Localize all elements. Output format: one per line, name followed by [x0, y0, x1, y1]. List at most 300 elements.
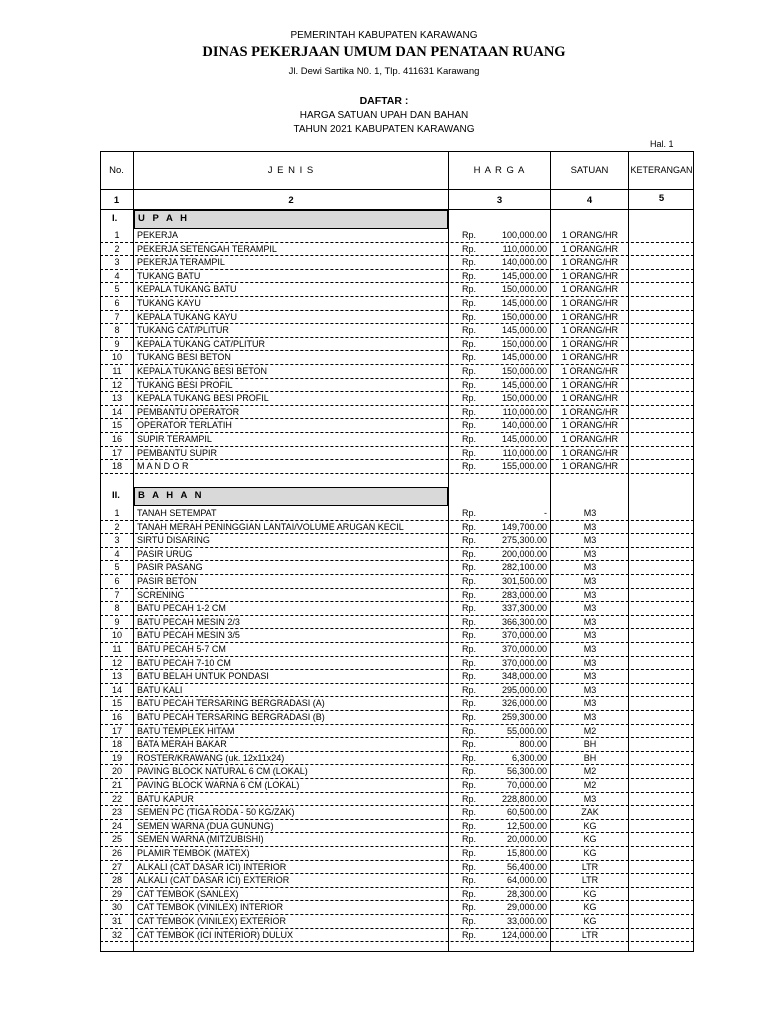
item-unit: M3 [583, 712, 597, 722]
item-unit: M2 [583, 725, 597, 736]
currency-label: Rp. [462, 434, 477, 444]
row-divider [100, 473, 694, 474]
item-name: TANAH SETEMPAT [137, 508, 217, 518]
row-number: 3 [114, 535, 120, 546]
item-unit: BH [583, 739, 597, 750]
document-year: TAHUN 2021 KABUPATEN KARAWANG [293, 124, 475, 135]
table-row [100, 901, 694, 915]
table-row [100, 820, 694, 834]
currency-label: Rp. [462, 630, 477, 641]
item-name: ALKALI (CAT DASAR ICI) INTERIOR [137, 861, 287, 872]
item-price: 15,800.00 [506, 848, 547, 858]
item-price: 150,000.00 [501, 284, 547, 295]
item-unit: M3 [583, 671, 597, 682]
item-price: 110,000.00 [502, 243, 547, 254]
currency-label: Rp. [462, 298, 477, 308]
item-price: 12,500.00 [506, 820, 547, 831]
item-price: 370,000.00 [501, 630, 547, 641]
item-price: 20,000.00 [506, 834, 547, 845]
item-price: 370,000.00 [501, 657, 547, 668]
section-number: II. [112, 490, 120, 501]
row-number: 8 [114, 325, 120, 336]
item-name: TUKANG CAT/PLITUR [137, 325, 229, 336]
item-unit: KG [583, 902, 597, 913]
table-row [100, 534, 694, 548]
item-unit: M3 [583, 576, 597, 586]
item-unit: ZAK [581, 807, 599, 818]
table-row [100, 833, 694, 847]
currency-label: Rp. [462, 508, 477, 518]
item-unit: KG [583, 888, 597, 899]
row-divider [100, 941, 694, 942]
item-name: SEMEN WARNA (MITZUBISHI) [137, 834, 264, 845]
item-unit: 1 ORANG/HR [561, 243, 618, 254]
currency-label: Rp. [462, 807, 477, 818]
item-name: PASIR PASANG [137, 562, 203, 573]
item-unit: M3 [583, 521, 597, 532]
item-name: PEMBANTU OPERATOR [137, 406, 240, 417]
row-number: 28 [111, 875, 122, 886]
item-name: PASIR BETON [137, 576, 197, 586]
table-row [100, 752, 694, 766]
currency-label: Rp. [462, 888, 477, 899]
item-price: 370,000.00 [501, 644, 547, 654]
item-price: 259,300.00 [501, 712, 547, 722]
col-header-harga: H A R G A [473, 165, 526, 176]
table-row [100, 270, 694, 284]
item-unit: M3 [583, 603, 597, 614]
item-name: PEKERJA TERAMPIL [137, 257, 225, 268]
item-unit: M3 [583, 657, 597, 668]
table-row [100, 575, 694, 589]
row-number: 1 [114, 230, 120, 240]
table-row [100, 243, 694, 257]
item-unit: M3 [583, 698, 597, 709]
item-price: 228,800.00 [501, 793, 547, 804]
item-unit: 1 ORANG/HR [561, 434, 618, 444]
table-row [100, 657, 694, 671]
row-number: 25 [111, 834, 122, 845]
item-unit: 1 ORANG/HR [561, 325, 618, 336]
item-name: KEPALA TUKANG BATU [137, 284, 237, 295]
currency-label: Rp. [462, 793, 477, 804]
table-row [100, 847, 694, 861]
table-row [100, 888, 694, 902]
item-price: 29,000.00 [506, 902, 547, 913]
row-number: 5 [114, 562, 120, 573]
item-name: BATU PECAH 1-2 CM [137, 603, 226, 614]
row-number: 23 [111, 807, 122, 818]
item-price: 366,300.00 [501, 616, 547, 627]
item-price: 145,000.00 [501, 270, 547, 281]
row-number: 15 [111, 698, 122, 709]
table-row [100, 725, 694, 739]
item-unit: M2 [583, 766, 597, 777]
item-name: SEMEN WARNA (DUA GUNUNG) [137, 820, 274, 831]
table-row [100, 670, 694, 684]
currency-label: Rp. [462, 739, 477, 750]
item-name: BATU BELAH UNTUK PONDASI [137, 671, 269, 682]
table-row [100, 365, 694, 379]
section-number: I. [112, 213, 118, 224]
item-name: BATU PECAH TERSARING BERGRADASI (B) [137, 712, 325, 722]
item-name: SEMEN PC (TIGA RODA - 50 KG/ZAK) [137, 807, 295, 818]
row-number: 2 [114, 521, 120, 532]
table-row [100, 447, 694, 461]
item-price: 301,500.00 [501, 576, 547, 586]
currency-label: Rp. [462, 461, 477, 472]
item-name: SIRTU DISARING [137, 535, 210, 546]
item-name: BATA MERAH BAKAR [137, 739, 227, 750]
item-price: 800.00 [519, 739, 547, 750]
item-unit: M3 [583, 793, 597, 804]
item-price: 33,000.00 [506, 916, 547, 926]
item-price: 145,000.00 [501, 298, 547, 308]
table-row [100, 338, 694, 352]
row-number: 12 [111, 657, 122, 668]
row-number: 9 [114, 616, 120, 627]
table-row [100, 311, 694, 325]
item-price: 6,300.00 [511, 752, 547, 763]
item-name: SCRENING [137, 589, 185, 600]
item-unit: 1 ORANG/HR [561, 366, 618, 376]
item-name: KEPALA TUKANG CAT/PLITUR [137, 338, 266, 349]
item-name: PAVING BLOCK NATURAL 6 CM (LOKAL) [137, 766, 308, 777]
row-number: 5 [114, 284, 120, 295]
table-row [100, 521, 694, 535]
row-number: 13 [111, 671, 122, 682]
row-number: 18 [111, 461, 122, 472]
item-name: TUKANG BESI PROFIL [137, 379, 233, 390]
item-price: 140,000.00 [501, 257, 547, 268]
table-row [100, 392, 694, 406]
row-number: 18 [111, 739, 122, 750]
currency-label: Rp. [462, 657, 477, 668]
item-price: 149,700.00 [501, 521, 547, 532]
row-number: 4 [114, 270, 120, 281]
currency-label: Rp. [462, 766, 477, 777]
item-price: 150,000.00 [501, 366, 547, 376]
table-row [100, 379, 694, 393]
table-row [100, 561, 694, 575]
item-price: 145,000.00 [501, 379, 547, 390]
row-number: 31 [111, 916, 122, 926]
table-row [100, 351, 694, 365]
item-price: 348,000.00 [501, 671, 547, 682]
row-number: 29 [111, 888, 122, 899]
item-price: 110,000.00 [502, 447, 547, 458]
table-row [100, 874, 694, 888]
item-unit: KG [583, 848, 597, 858]
row-number: 13 [111, 393, 122, 404]
row-number: 7 [114, 589, 120, 600]
item-name: SUPIR TERAMPIL [137, 434, 212, 444]
item-unit: LTR [581, 861, 599, 872]
col-header-satuan: SATUAN [570, 165, 609, 176]
department-address: Jl. Dewi Sartika N0. 1, Tlp. 411631 Karawang [288, 66, 480, 77]
item-price: 326,000.00 [501, 698, 547, 709]
row-number: 30 [111, 902, 122, 913]
item-unit: M3 [583, 644, 597, 654]
item-price: 56,300.00 [506, 766, 547, 777]
table-row [100, 589, 694, 603]
currency-label: Rp. [462, 684, 477, 695]
table-row [100, 548, 694, 562]
item-name: KEPALA TUKANG BESI BETON [137, 366, 268, 376]
currency-label: Rp. [462, 875, 477, 886]
table-row [100, 697, 694, 711]
row-number: 14 [111, 406, 122, 417]
currency-label: Rp. [462, 521, 477, 532]
currency-label: Rp. [462, 929, 477, 940]
row-number: 6 [114, 576, 120, 586]
item-unit: 1 ORANG/HR [561, 352, 618, 363]
item-name: BATU PECAH 7-10 CM [137, 657, 231, 668]
row-number: 8 [114, 603, 120, 614]
row-number: 16 [111, 712, 122, 722]
currency-label: Rp. [462, 447, 477, 458]
item-price: 150,000.00 [501, 311, 547, 322]
item-unit: 1 ORANG/HR [561, 461, 618, 472]
table-row [100, 929, 694, 943]
item-name: PEMBANTU SUPIR [137, 447, 218, 458]
currency-label: Rp. [462, 562, 477, 573]
table-row [100, 629, 694, 643]
item-unit: 1 ORANG/HR [561, 230, 618, 240]
document-subtitle: HARGA SATUAN UPAH DAN BAHAN [299, 110, 469, 121]
currency-label: Rp. [462, 820, 477, 831]
item-unit: 1 ORANG/HR [561, 311, 618, 322]
item-unit: M3 [583, 562, 597, 573]
item-price: 140,000.00 [501, 420, 547, 431]
item-price: 155,000.00 [501, 461, 547, 472]
currency-label: Rp. [462, 671, 477, 682]
table-row [100, 684, 694, 698]
currency-label: Rp. [462, 834, 477, 845]
currency-label: Rp. [462, 379, 477, 390]
item-name: CAT TEMBOK (VINILEX) EXTERIOR [137, 916, 287, 926]
government-name: PEMERINTAH KABUPATEN KARAWANG [290, 30, 478, 41]
row-number: 19 [111, 752, 122, 763]
item-name: TUKANG BATU [137, 270, 201, 281]
item-unit: 1 ORANG/HR [561, 284, 618, 295]
table-row [100, 711, 694, 725]
item-name: BATU PECAH TERSARING BERGRADASI (A) [137, 698, 325, 709]
table-row [100, 861, 694, 875]
item-price: 110,000.00 [502, 406, 547, 417]
currency-label: Rp. [462, 311, 477, 322]
table-row [100, 256, 694, 270]
currency-label: Rp. [462, 725, 477, 736]
item-price: 28,300.00 [506, 888, 547, 899]
row-number: 16 [111, 434, 122, 444]
item-unit: 1 ORANG/HR [561, 298, 618, 308]
item-unit: M3 [583, 535, 597, 546]
row-number: 20 [111, 766, 122, 777]
table-row [100, 283, 694, 297]
currency-label: Rp. [462, 603, 477, 614]
col-number-5: 5 [658, 193, 665, 204]
item-price: 55,000.00 [506, 725, 547, 736]
item-name: M A N D O R [137, 461, 189, 472]
col-header-no: No. [109, 165, 124, 176]
table-row [100, 765, 694, 779]
currency-label: Rp. [462, 325, 477, 336]
item-name: CAT TEMBOK (SANLEX) [137, 888, 239, 899]
row-number: 11 [112, 366, 122, 376]
currency-label: Rp. [462, 576, 477, 586]
item-name: KEPALA TUKANG BESI PROFIL [137, 393, 269, 404]
table-row [100, 643, 694, 657]
row-number: 10 [111, 352, 122, 363]
row-number: 10 [111, 630, 122, 641]
row-number: 17 [111, 725, 122, 736]
item-price: 275,300.00 [501, 535, 547, 546]
row-number: 15 [111, 420, 122, 431]
item-price: 124,000.00 [501, 929, 547, 940]
col-number-1: 1 [113, 195, 120, 206]
row-number: 6 [114, 298, 120, 308]
item-unit: 1 ORANG/HR [561, 406, 618, 417]
page-number: Hal. 1 [650, 139, 674, 149]
item-name: BATU PECAH 5-7 CM [137, 644, 226, 654]
currency-label: Rp. [462, 366, 477, 376]
item-unit: 1 ORANG/HR [561, 270, 618, 281]
item-name: BATU KAPUR [137, 793, 194, 804]
table-row [100, 793, 694, 807]
currency-label: Rp. [462, 644, 477, 654]
item-name: ROSTER/KRAWANG (uk. 12x11x24) [137, 752, 285, 763]
currency-label: Rp. [462, 712, 477, 722]
currency-label: Rp. [462, 916, 477, 926]
table-row [100, 406, 694, 420]
currency-label: Rp. [462, 698, 477, 709]
currency-label: Rp. [462, 352, 477, 363]
item-price: 150,000.00 [501, 338, 547, 349]
item-name: TUKANG BESI BETON [137, 352, 231, 363]
item-price: 145,000.00 [501, 352, 547, 363]
item-unit: M3 [583, 548, 597, 559]
table-row [100, 460, 694, 474]
item-unit: KG [583, 916, 597, 926]
item-price: 282,100.00 [501, 562, 547, 573]
table-row [100, 806, 694, 820]
section-title: B A H A N [138, 490, 204, 501]
item-price: 145,000.00 [501, 325, 547, 336]
row-number: 22 [111, 793, 122, 804]
item-name: TUKANG KAYU [137, 298, 201, 308]
item-unit: 1 ORANG/HR [561, 338, 618, 349]
row-number: 14 [111, 684, 122, 695]
currency-label: Rp. [462, 338, 477, 349]
item-unit: KG [583, 834, 597, 845]
currency-label: Rp. [462, 230, 477, 240]
item-name: PLAMIR TEMBOK (MATEX) [137, 848, 250, 858]
item-name: OPERATOR TERLATIH [137, 420, 232, 431]
item-unit: M3 [583, 684, 597, 695]
row-number: 1 [114, 508, 120, 518]
currency-label: Rp. [462, 589, 477, 600]
item-price: 64,000.00 [506, 875, 547, 886]
section-title: U P A H [138, 213, 190, 224]
item-unit: 1 ORANG/HR [561, 257, 618, 268]
item-name: KEPALA TUKANG KAYU [137, 311, 238, 322]
currency-label: Rp. [462, 548, 477, 559]
item-unit: M3 [583, 616, 597, 627]
currency-label: Rp. [462, 243, 477, 254]
item-unit: LTR [581, 875, 599, 886]
table-row [100, 738, 694, 752]
col-header-jenis: J E N I S [267, 165, 315, 176]
item-name: ALKALI (CAT DASAR ICI) EXTERIOR [137, 875, 290, 886]
currency-label: Rp. [462, 257, 477, 268]
row-number: 26 [111, 848, 122, 858]
item-price: 200,000.00 [501, 548, 547, 559]
currency-label: Rp. [462, 535, 477, 546]
item-name: PASIR URUG [137, 548, 193, 559]
item-price: 56,400.00 [506, 861, 547, 872]
row-number: 3 [114, 257, 120, 268]
header-divider [100, 189, 694, 190]
currency-label: Rp. [462, 848, 477, 858]
currency-label: Rp. [462, 270, 477, 281]
row-number: 27 [111, 861, 122, 872]
table-row [100, 616, 694, 630]
item-name: CAT TEMBOK (ICI INTERIOR) DULUX [137, 929, 294, 940]
currency-label: Rp. [462, 284, 477, 295]
currency-label: Rp. [462, 780, 477, 790]
department-title: DINAS PEKERJAAN UMUM DAN PENATAAN RUANG [202, 44, 566, 60]
item-price: 100,000.00 [501, 230, 547, 240]
row-number: 21 [111, 780, 122, 790]
col-number-2: 2 [288, 195, 294, 206]
table-row [100, 602, 694, 616]
item-unit: 1 ORANG/HR [561, 379, 618, 390]
table-row [100, 507, 694, 521]
item-price: 150,000.00 [501, 393, 547, 404]
row-number: 17 [111, 447, 122, 458]
col-header-keterangan: KETERANGAN [630, 165, 693, 175]
list-label: DAFTAR : [359, 95, 409, 107]
item-unit: 1 ORANG/HR [561, 393, 618, 404]
item-name: BATU PECAH MESIN 2/3 [137, 616, 240, 627]
item-price: - [544, 508, 547, 518]
item-unit: M3 [583, 630, 597, 641]
item-name: CAT TEMBOK (VINILEX) INTERIOR [137, 902, 284, 913]
currency-label: Rp. [462, 393, 477, 404]
table-row [100, 419, 694, 433]
row-number: 4 [114, 548, 120, 559]
item-price: 60,500.00 [506, 807, 547, 818]
item-unit: M3 [583, 589, 597, 600]
row-number: 9 [114, 338, 120, 349]
item-price: 295,000.00 [501, 684, 547, 695]
item-unit: M2 [583, 780, 597, 790]
table-row [100, 433, 694, 447]
item-name: PEKERJA [137, 230, 179, 240]
item-unit: M3 [583, 508, 597, 518]
currency-label: Rp. [462, 406, 477, 417]
currency-label: Rp. [462, 902, 477, 913]
item-unit: KG [583, 820, 597, 831]
item-name: BATU TEMPLEK HITAM [137, 725, 235, 736]
item-name: BATU KALI [137, 684, 183, 695]
col-number-4: 4 [586, 195, 593, 206]
row-number: 24 [111, 820, 122, 831]
item-price: 283,000.00 [501, 589, 547, 600]
item-name: BATU PECAH MESIN 3/5 [137, 630, 240, 641]
col-number-3: 3 [496, 195, 503, 206]
